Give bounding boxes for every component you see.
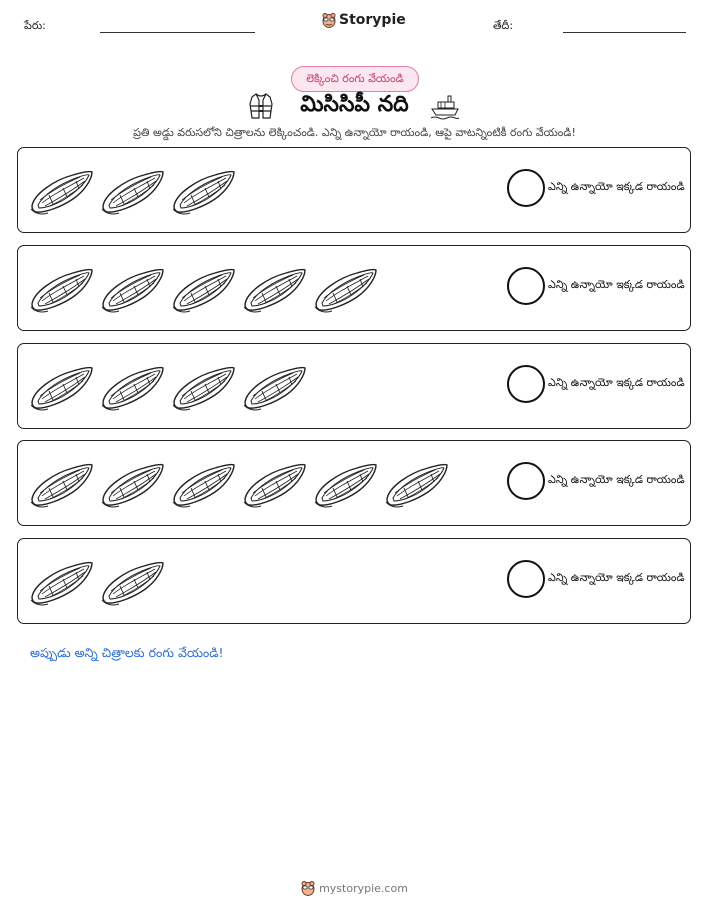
picture-group	[28, 553, 165, 607]
brand-name: Storypie	[339, 12, 406, 28]
canoe-icon[interactable]	[28, 162, 94, 216]
storypie-mascot-icon	[301, 880, 315, 896]
answer-circle[interactable]	[507, 169, 545, 207]
answer-circle[interactable]	[507, 267, 545, 305]
canoe-icon[interactable]	[99, 455, 165, 509]
picture-group	[28, 358, 307, 412]
canoe-icon[interactable]	[312, 455, 378, 509]
answer-circle[interactable]	[507, 462, 545, 500]
picture-group	[28, 260, 378, 314]
footer-site[interactable]: mystorypie.com	[319, 881, 408, 895]
name-line[interactable]	[100, 32, 255, 33]
page-title: మిసిసిపీ నది	[300, 92, 409, 117]
canoe-icon[interactable]	[170, 260, 236, 314]
activity-tag: లెక్కించి రంగు వేయండి	[291, 66, 419, 92]
canoe-icon[interactable]	[170, 358, 236, 412]
name-label: పేరు:	[24, 19, 46, 32]
instructions: ప్రతి అడ్డు వరుసలోని చిత్రాలను లెక్కించండి. ఎన్ని ఉన్నాయో రాయండి, ఆపై వాటన్నింటికీ రంగు వేయండి!	[133, 126, 576, 139]
date-label: తేదీ:	[493, 19, 514, 32]
steamboat-icon	[430, 94, 460, 120]
picture-group	[28, 162, 236, 216]
counting-row	[17, 343, 691, 429]
counting-row	[17, 245, 691, 331]
write-here-label: ఎన్ని ఉన్నాయో ఇక్కడ రాయండి	[548, 376, 685, 389]
canoe-icon[interactable]	[99, 162, 165, 216]
canoe-icon[interactable]	[99, 358, 165, 412]
canoe-icon[interactable]	[99, 260, 165, 314]
canoe-icon[interactable]	[28, 260, 94, 314]
answer-circle[interactable]	[507, 365, 545, 403]
counting-row	[17, 440, 691, 526]
canoe-icon[interactable]	[28, 358, 94, 412]
write-here-label: ఎన్ని ఉన్నాయో ఇక్కడ రాయండి	[548, 180, 685, 193]
storypie-logo	[322, 12, 406, 28]
canoe-icon[interactable]	[99, 553, 165, 607]
canoe-icon[interactable]	[170, 162, 236, 216]
canoe-icon[interactable]	[312, 260, 378, 314]
canoe-icon[interactable]	[28, 455, 94, 509]
footer	[0, 880, 709, 896]
picture-group	[28, 455, 449, 509]
date-line[interactable]	[563, 32, 686, 33]
storypie-mascot-icon	[322, 12, 336, 28]
counting-row	[17, 538, 691, 624]
write-here-label: ఎన్ని ఉన్నాయో ఇక్కడ రాయండి	[548, 571, 685, 584]
footer-note: అప్పుడు అన్ని చిత్రాలకు రంగు వేయండి!	[30, 645, 224, 660]
write-here-label: ఎన్ని ఉన్నాయో ఇక్కడ రాయండి	[548, 473, 685, 486]
canoe-icon[interactable]	[170, 455, 236, 509]
counting-row	[17, 147, 691, 233]
answer-circle[interactable]	[507, 560, 545, 598]
canoe-icon[interactable]	[241, 455, 307, 509]
canoe-icon[interactable]	[383, 455, 449, 509]
write-here-label: ఎన్ని ఉన్నాయో ఇక్కడ రాయండి	[548, 278, 685, 291]
title-row	[0, 90, 709, 124]
canoe-icon[interactable]	[241, 260, 307, 314]
canoe-icon[interactable]	[241, 358, 307, 412]
canoe-icon[interactable]	[28, 553, 94, 607]
